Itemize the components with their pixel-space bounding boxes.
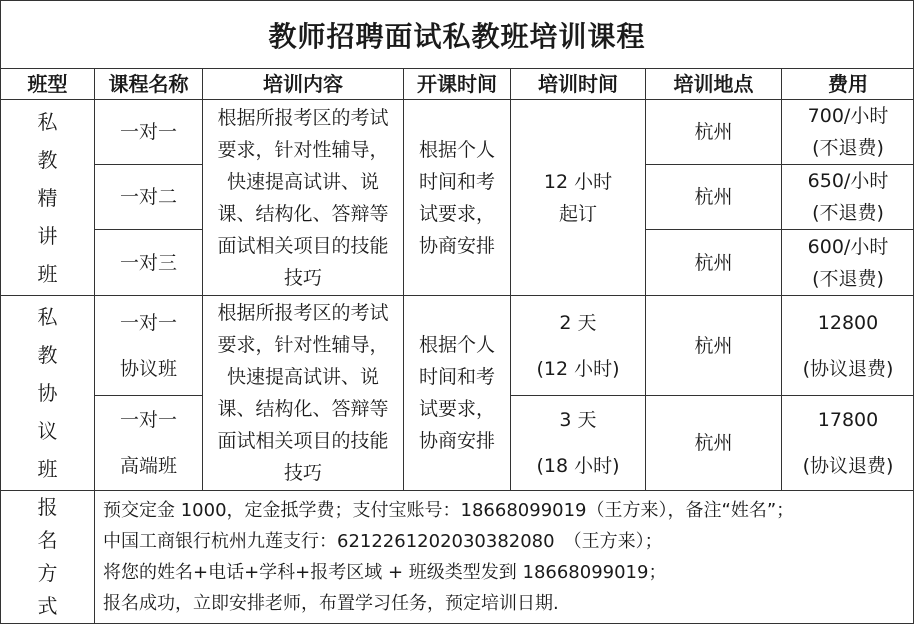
location: 杭州 (646, 165, 782, 230)
header-class-type: 班型 (1, 69, 95, 100)
course-name: 一对一 高端班 (95, 396, 203, 491)
header-fee: 费用 (782, 69, 914, 100)
fee: 650/小时 (不退费) (782, 165, 914, 230)
course-name: 一对一 协议班 (95, 296, 203, 396)
registration-line: 预交定金 1000，定金抵学费；支付宝账号：18668099019（王方来），备注“姓名”； (103, 500, 795, 521)
fee: 600/小时 (不退费) (782, 230, 914, 296)
location: 杭州 (646, 296, 782, 396)
registration-line: 将您的姓名+电话+学科+报考区域 + 班级类型发到 18668099019； (103, 562, 667, 583)
content-elite: 根据所报考区的考试 要求，针对性辅导， 快速提高试讲、说 课、结构化、答辩等 面试相关项目的技能 技巧 (203, 100, 404, 296)
class-type-elite: 私 教 精 讲 班 (1, 100, 95, 296)
start-time-agreement: 根据个人 时间和考 试要求， 协商安排 (404, 296, 511, 491)
header-duration: 培训时间 (511, 69, 646, 100)
registration-line: 中国工商银行杭州九莲支行：6212261202030382080 （王方来）； (103, 531, 663, 552)
table-row (1, 296, 914, 396)
location: 杭州 (646, 100, 782, 165)
course-name: 一对三 (95, 230, 203, 296)
duration: 3 天 (18 小时) (511, 396, 646, 491)
header-row (1, 69, 914, 100)
course-name: 一对一 (95, 100, 203, 165)
registration-details (95, 491, 914, 624)
registration-row (1, 491, 914, 624)
fee: 12800 (协议退费) (782, 296, 914, 396)
start-time-elite: 根据个人 时间和考 试要求， 协商安排 (404, 100, 511, 296)
course-table (0, 68, 914, 624)
location: 杭州 (646, 396, 782, 491)
header-start-time: 开课时间 (404, 69, 511, 100)
class-type-agreement: 私 教 协 议 班 (1, 296, 95, 491)
course-name: 一对二 (95, 165, 203, 230)
header-location: 培训地点 (646, 69, 782, 100)
fee: 17800 (协议退费) (782, 396, 914, 491)
page-title: 教师招聘面试私教班培训课程 (1, 1, 913, 69)
fee: 700/小时 (不退费) (782, 100, 914, 165)
registration-line: 报名成功，立即安排老师，布置学习任务，预定培训日期. (103, 593, 559, 614)
header-content: 培训内容 (203, 69, 404, 100)
duration: 2 天 (12 小时) (511, 296, 646, 396)
header-course-name: 课程名称 (95, 69, 203, 100)
location: 杭州 (646, 230, 782, 296)
duration-elite: 12 小时 起订 (511, 100, 646, 296)
content-agreement: 根据所报考区的考试 要求，针对性辅导， 快速提高试讲、说 课、结构化、答辩等 面试相关项目的技能 技巧 (203, 296, 404, 491)
table-row (1, 100, 914, 165)
registration-label: 报 名 方 式 (1, 491, 95, 624)
